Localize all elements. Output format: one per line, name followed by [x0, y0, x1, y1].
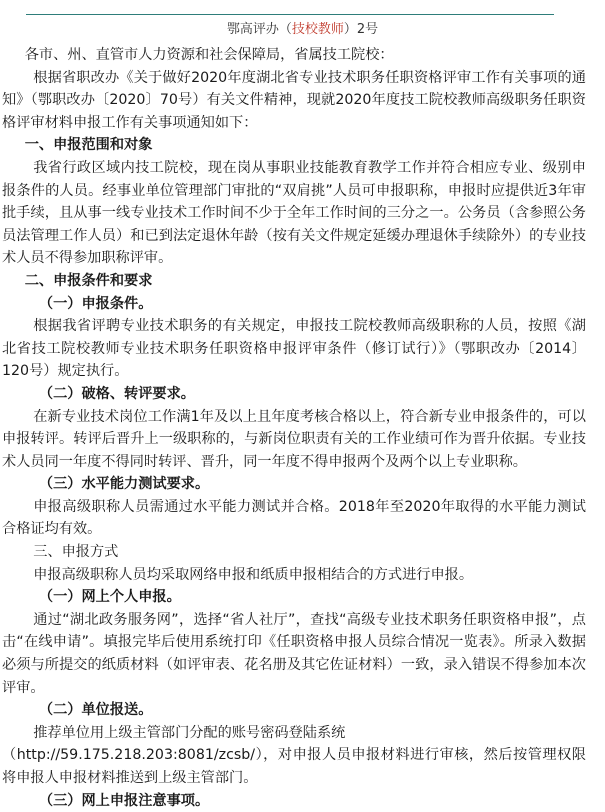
- section-2-1-body: 根据我省评聘专业技术职务的有关规定，申报技工院校教师高级职称的人员，按照《湖北省技工院校教师专业技术职务任职资格申报评审条件（修订试行）》（鄂职改办〔2014〕120号）规定执行。: [2, 318, 586, 380]
- section-3-3-heading: （三）网上申报注意事项。: [38, 792, 210, 809]
- section-3-2-body-rest: （http://59.175.218.203:8081/zcsb/），对申报人员申报材料进行审核，然后按管理权限将申报人申报材料推送到上级主管部门。: [2, 747, 586, 786]
- section-3-heading: 三、申报方式: [33, 544, 119, 561]
- doc-number-highlight: 技校教师: [291, 22, 344, 37]
- section-2-3-heading: （三）水平能力测试要求。: [38, 476, 210, 493]
- doc-number-prefix: 鄂高评办（: [226, 22, 292, 37]
- section-3-1-body: 通过“湖北政务服务网”，选择“省人社厅”，查找“高级专业技术职务任职资格申报”，点击“在线申请”。填报完毕后使用系统打印《任职资格申报人员综合情况一览表》。所录入数据必须与所提交的纸质材料（如评审表、花名册及其它佐证材料）一致，录入错误不得参加本次评审。: [2, 611, 586, 696]
- section-3-body: 申报高级职称人员均采取网络申报和纸质申报相结合的方式进行申报。: [33, 566, 474, 583]
- section-1-heading: 一、申报范围和对象: [24, 137, 153, 154]
- document-body: [2, 44, 586, 812]
- section-2-1-heading: （一）申报条件。: [38, 295, 153, 312]
- section-2-3-body: 申报高级职称人员需通过水平能力测试并合格。2018年至2020年取得的水平能力测试合格证均有效。: [2, 498, 586, 538]
- section-2-2-heading: （二）破格、转评要求。: [38, 385, 195, 402]
- section-3-2-body-line1: 推荐单位用上级主管部门分配的账号密码登陆系统: [33, 724, 346, 741]
- document-number: [0, 21, 605, 39]
- header-rule: [26, 14, 554, 15]
- section-2-heading: 二、申报条件和要求: [24, 272, 153, 289]
- section-1-body: 我省行政区域内技工院校，现在岗从事职业技能教育教学工作并符合相应专业、级别申报条件的人员。经事业单位管理部门审批的“双肩挑”人员可申报职称，申报时应提供近3年审批手续，且从事一线专业技术工作时间不少于全年工作时间的三分之一。公务员（含参照公务员法管理工作人员）和已到法定退休年龄（按有关文件规定延缓办理退休手续除外）的专业技术人员不得参加职称评审。: [2, 159, 586, 267]
- intro-paragraph: 根据省职改办《关于做好2020年度湖北省专业技术职务任职资格评审工作有关事项的通知》（鄂职改办〔2020〕70号）有关文件精神，现就2020年度技工院校教师高级职务任职资格评审材料申报工作有关事项通知如下：: [2, 69, 586, 131]
- section-2-2-body: 在新专业技术岗位工作满1年及以上且年度考核合格以上，符合新专业申报条件的，可以申报转评。转评后晋升上一级职称的，与新岗位职责有关的工作业绩可作为晋升依据。专业技术人员同一年度不得同时转评、晋升，同一年度不得申报两个及两个以上专业职称。: [2, 408, 586, 470]
- section-3-2-heading: （二）单位报送。: [38, 702, 153, 719]
- doc-number-suffix: ）2号: [343, 22, 379, 37]
- addressee: 各市、州、直管市人力资源和社会保障局，省属技工院校：: [24, 47, 394, 63]
- section-3-1-heading: （一）网上个人申报。: [38, 589, 181, 606]
